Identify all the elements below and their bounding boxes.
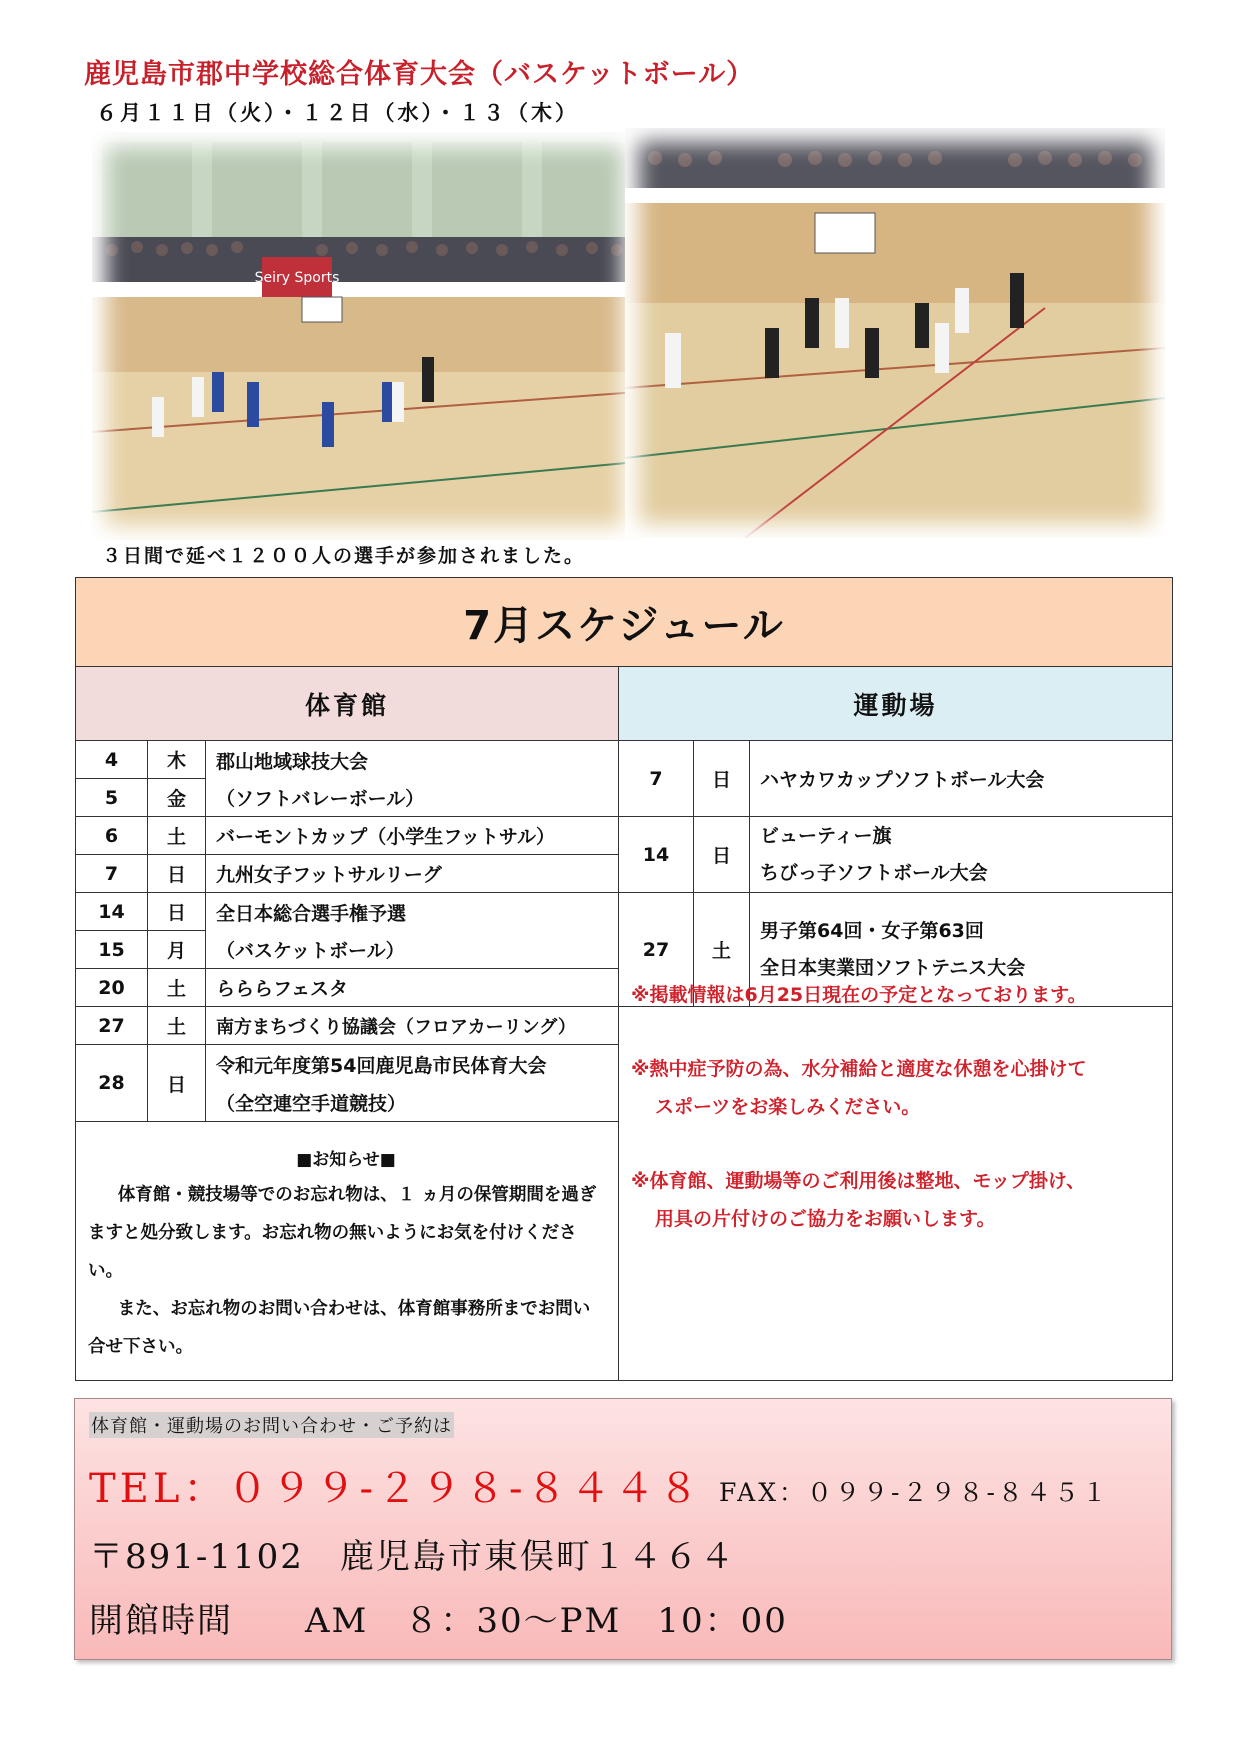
note-heatstroke: ※熱中症予防の為、水分補給と適度な休憩を心掛けて スポーツをお楽しみください。 (631, 1058, 1087, 1118)
gym-event: バーモントカップ（小学生フットサル） (206, 817, 619, 855)
gym-event: （バスケットボール） (206, 931, 619, 969)
gym-weekday: 土 (148, 1007, 206, 1045)
field-column-header: 運動場 (619, 667, 1172, 741)
gym-day: 5 (76, 779, 148, 817)
july-schedule-table (75, 577, 1173, 1381)
gym-event: らららフェスタ (206, 969, 619, 1007)
notice-title: ■お知らせ■ (296, 1150, 396, 1170)
gym-event: 九州女子フットサルリーグ (206, 855, 619, 893)
field-weekday: 土 (694, 893, 750, 1007)
gym-day: 7 (76, 855, 148, 893)
address: 〒891-1102 鹿児島市東俣町１４６４ (89, 1537, 736, 1577)
gym-day: 20 (76, 969, 148, 1007)
gym-column-header: 体育館 (76, 667, 619, 741)
gym-day: 14 (76, 893, 148, 931)
gym-day: 6 (76, 817, 148, 855)
schedule-title: 7月スケジュール (76, 578, 1172, 667)
basketball-photo-left (92, 132, 637, 540)
photo-caption: ３日間で延べ１２００人の選手が参加されました。 (102, 545, 586, 567)
opening-hours: 開館時間 AM ８：30～PM 10：00 (89, 1601, 788, 1641)
field-event: ハヤカワカップソフトボール大会 (750, 741, 1172, 817)
gym-event: 全日本総合選手権予選 (206, 893, 619, 931)
gym-weekday: 日 (148, 855, 206, 893)
gym-event: （全空連空手道競技） (206, 1083, 619, 1122)
field-day: 7 (619, 741, 694, 817)
notice-paragraph: 体育館・競技場等でのお忘れ物は、１ ヵ月の保管期間を過ぎますと処分致します。お忘れ物の無いようにお気を付けください。 (88, 1185, 597, 1281)
gym-event: 南方まちづくり協議会（フロアカーリング） (206, 1007, 619, 1045)
field-day: 27 (619, 893, 694, 1007)
field-day: 14 (619, 817, 694, 893)
field-event-line: ちびっ子ソフトボール大会 (760, 861, 988, 884)
gym-day: 15 (76, 931, 148, 969)
notice-paragraph: また、お忘れ物のお問い合わせは、体育館事務所までお問い合せ下さい。 (88, 1299, 591, 1357)
gym-day: 27 (76, 1007, 148, 1045)
field-event-line: 全日本実業団ソフトテニス大会 (760, 956, 1026, 979)
basketball-photo-right (625, 128, 1165, 538)
gym-weekday: 金 (148, 779, 206, 817)
field-weekday: 日 (694, 817, 750, 893)
note-schedule-date: ※掲載情報は6月25日現在の予定となっております。 (631, 984, 1087, 1006)
fax-number: FAX：０９９-２９８-８４５１ (719, 1478, 1110, 1507)
gym-weekday: 木 (148, 741, 206, 779)
event-dates: ６月１１日（火）・１２日（水）・１３（木） (96, 101, 579, 125)
schedule-notes (631, 976, 1087, 1274)
note-cleanup: ※体育館、運動場等のご利用後は整地、モップ掛け、 用具の片付けのご協力をお願いします。 (631, 1170, 1086, 1230)
gym-event: （ソフトバレーボール） (206, 779, 619, 817)
phone-number[interactable]: TEL：０９９-２９８-８４４８ (89, 1466, 703, 1512)
contact-box (74, 1398, 1172, 1660)
gym-weekday: 月 (148, 931, 206, 969)
gym-weekday: 日 (148, 893, 206, 931)
event-title: 鹿児島市郡中学校総合体育大会（バスケットボール） (84, 59, 755, 90)
gym-day: 4 (76, 741, 148, 779)
gym-weekday: 日 (148, 1045, 206, 1122)
gym-event: 郡山地域球技大会 (206, 741, 619, 779)
field-event (750, 817, 1172, 893)
banner-text: Seiry Sports (254, 270, 340, 286)
gym-event: 令和元年度第54回鹿児島市民体育大会 (206, 1045, 619, 1083)
field-event-line: ビューティー旗 (760, 824, 892, 847)
field-weekday: 日 (694, 741, 750, 817)
gym-weekday: 土 (148, 817, 206, 855)
contact-heading: 体育館・運動場のお問い合わせ・ご予約は (89, 1412, 454, 1438)
field-event-line: 男子第64回・女子第63回 (760, 919, 984, 942)
gym-weekday: 土 (148, 969, 206, 1007)
gym-day: 28 (76, 1045, 148, 1122)
lost-items-notice (76, 1122, 619, 1380)
